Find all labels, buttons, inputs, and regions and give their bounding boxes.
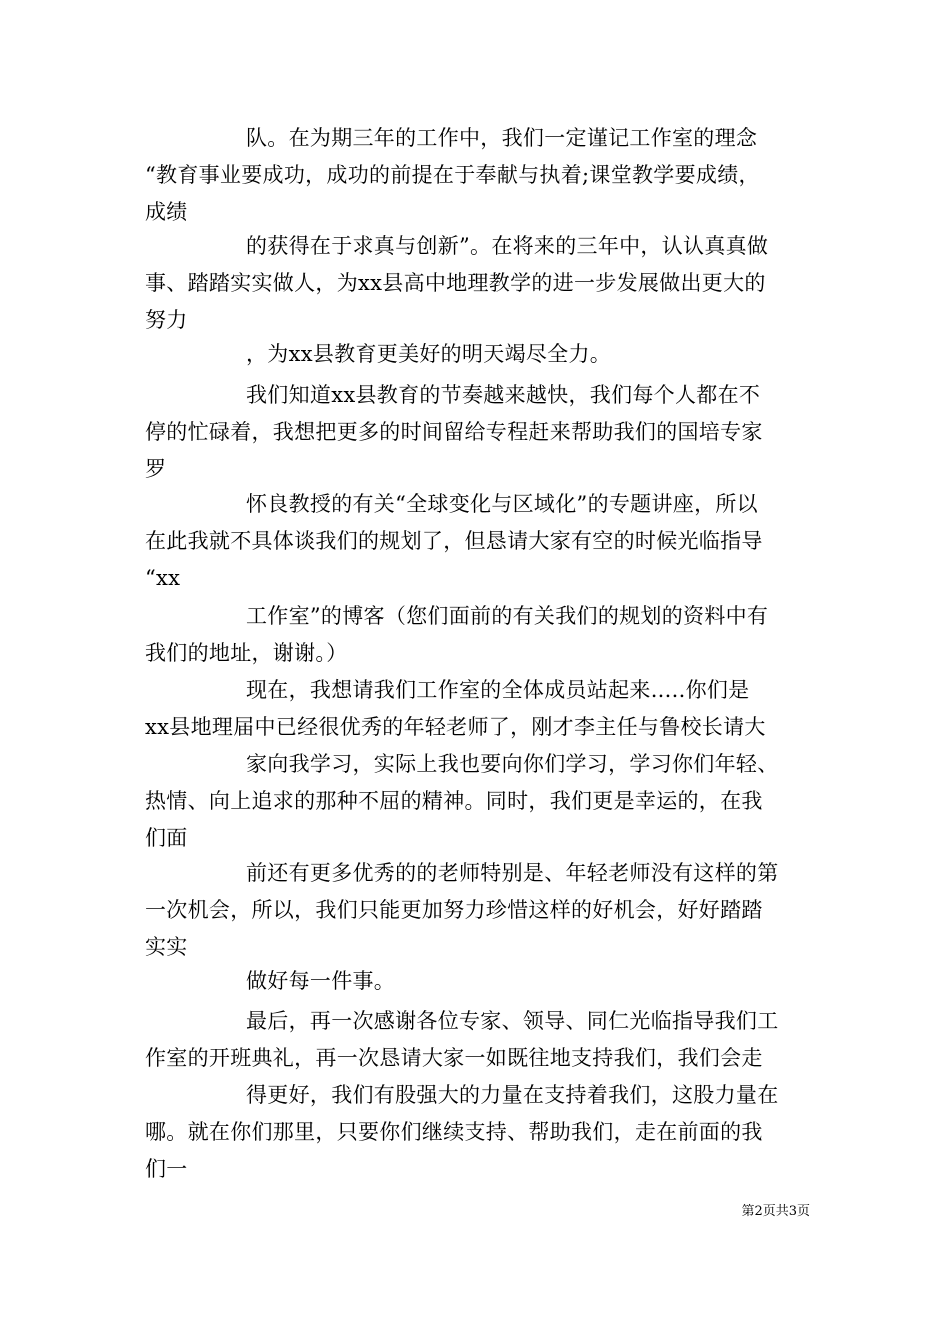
text-line: 我们的地址，谢谢。）	[145, 641, 348, 665]
text-line: 的获得在于求真与创新”。在将来的三年中，认认真真做	[246, 234, 769, 258]
text-line: xx县地理届中已经很优秀的年轻老师了，刚才李主任与鲁校长请大	[145, 715, 766, 739]
text-line: 们一	[145, 1157, 188, 1181]
text-line: 队。在为期三年的工作中，我们一定谨记工作室的理念	[246, 126, 758, 150]
text-line: 工作室”的博客（您们面前的有关我们的规划的资料中有	[246, 604, 769, 628]
text-line: 在此我就不具体谈我们的规划了，但恳请大家有空的时候光临指导	[145, 529, 763, 553]
text-line: 罗	[145, 457, 167, 481]
text-line: 怀良教授的有关“全球变化与区域化”的专题讲座，所以	[246, 492, 758, 516]
text-line: 实实	[145, 935, 188, 959]
text-line: ，为xx县教育更美好的明天竭尽全力。	[246, 342, 612, 366]
text-line: 现在，我想请我们工作室的全体成员站起来.....你们是	[246, 678, 750, 702]
page-number: 第2页共3页	[741, 1204, 810, 1219]
text-line: 做好每一件事。	[246, 969, 396, 993]
text-line: 家向我学习，实际上我也要向你们学习，学习你们年轻、	[246, 752, 779, 776]
text-line: 们面	[145, 826, 188, 850]
text-line: 前还有更多优秀的的老师特别是、年轻老师没有这样的第	[246, 861, 779, 885]
text-line: 努力	[145, 308, 188, 332]
text-line: “教育事业要成功，成功的前提在于奉献与执着;课堂教学要成绩，	[145, 163, 760, 187]
text-line: 哪。就在你们那里，只要你们继续支持、帮助我们，走在前面的我	[145, 1120, 763, 1144]
text-line: 作室的开班典礼，再一次恳请大家一如既往地支持我们，我们会走	[145, 1046, 763, 1070]
text-line: “xx	[145, 566, 181, 590]
text-line: 一次机会，所以，我们只能更加努力珍惜这样的好机会，好好踏踏	[145, 898, 763, 922]
text-line: 最后，再一次感谢各位专家、领导、同仁光临指导我们工	[246, 1009, 779, 1033]
text-line: 我们知道xx县教育的节奏越来越快，我们每个人都在不	[246, 383, 761, 407]
text-line: 成绩	[145, 200, 188, 224]
text-line: 热情、向上追求的那种不屈的精神。同时，我们更是幸运的，在我	[145, 789, 763, 813]
text-line: 得更好，我们有股强大的力量在支持着我们，这股力量在	[246, 1083, 779, 1107]
text-line: 停的忙碌着，我想把更多的时间留给专程赶来帮助我们的国培专家	[145, 420, 763, 444]
text-line: 事、踏踏实实做人，为xx县高中地理教学的进一步发展做出更大的	[145, 271, 766, 295]
